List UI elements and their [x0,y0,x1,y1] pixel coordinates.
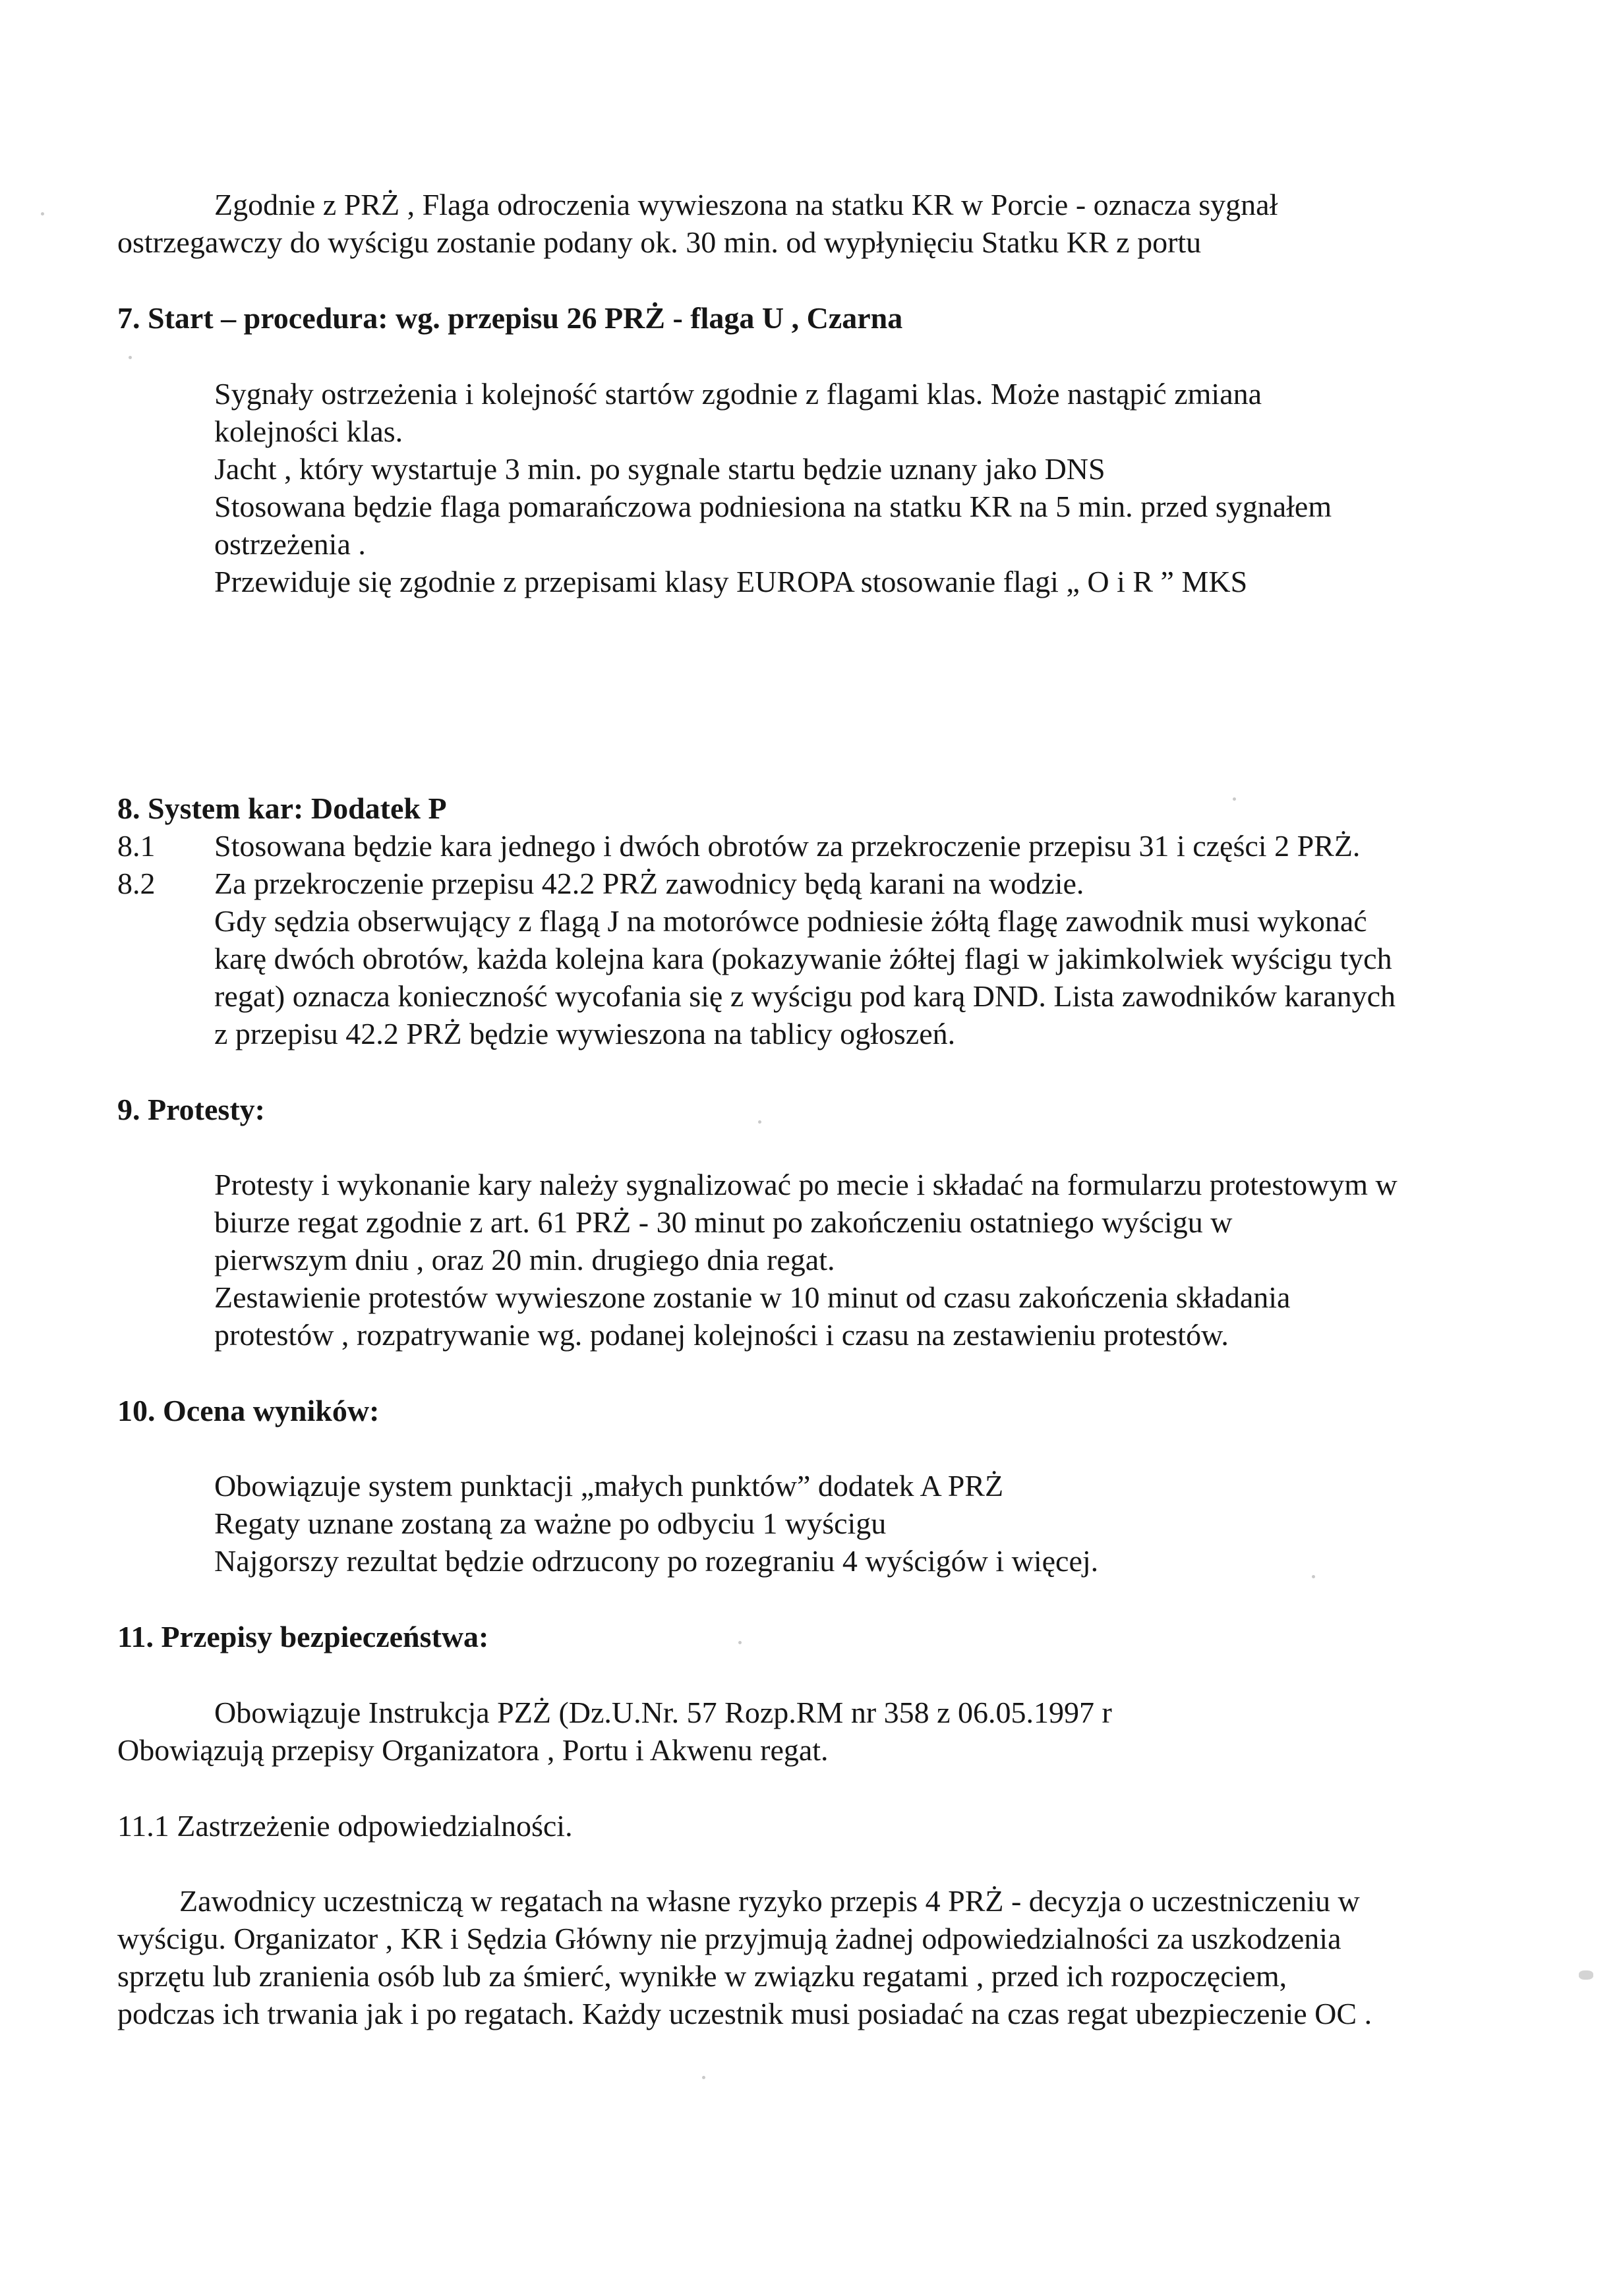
scan-speck [129,356,132,359]
liability-line: Zawodnicy uczestniczą w regatach na własne ryzyko przepis 4 PRŻ - decyzja o uczestniczeniu w [179,1884,1360,1918]
scan-speck [702,2076,705,2079]
section-7-line: Jacht , który wystartuje 3 min. po sygnale startu będzie uznany jako DNS [214,452,1105,486]
section-7-line: Sygnały ostrzeżenia i kolejność startów zgodnie z flagami klas. Może nastąpić zmiana [214,377,1262,411]
section-11-heading: 11. Przepisy bezpieczeństwa: [117,1620,489,1653]
section-9-line: biurze regat zgodnie z art. 61 PRŻ - 30 minut po zakończeniu ostatniego wyścigu w [214,1205,1233,1239]
section-8-line: Gdy sędzia obserwujący z flagą J na motorówce podniesie żółtą flagę zawodnik musi wykonać [214,904,1367,938]
section-9-line: pierwszym dniu , oraz 20 min. drugiego dnia regat. [214,1243,835,1277]
section-9-heading: 9. Protesty: [117,1093,265,1126]
section-8-line: karę dwóch obrotów, każda kolejna kara (pokazywanie żółtej flagi w jakimkolwiek wyścigu tych [214,942,1392,975]
section-7-heading: 7. Start – procedura: wg. przepisu 26 PRŻ - flaga U , Czarna [117,301,903,335]
scan-speck [738,1641,742,1644]
intro-line-1: Zgodnie z PRŻ , Flaga odroczenia wywieszona na statku KR w Porcie - oznacza sygnał [214,188,1278,221]
section-9-line: Protesty i wykonanie kary należy sygnalizować po mecie i składać na formularzu protestowym w [214,1168,1398,1201]
section-10-heading: 10. Ocena wyników: [117,1394,380,1427]
section-8-line: regat) oznacza konieczność wycofania się z wyścigu pod karą DND. Lista zawodników karanych [214,979,1396,1013]
liability-line: wyścigu. Organizator , KR i Sędzia Główny nie przyjmują żadnej odpowiedzialności za uszkodzenia [117,1922,1341,1955]
item-text-8-1: Stosowana będzie kara jednego i dwóch obrotów za przekroczenie przepisu 31 i części 2 PRŻ. [214,829,1361,863]
intro-line-2: ostrzegawczy do wyścigu zostanie podany ok. 30 min. od wypłynięciu Statku KR z portu [117,225,1202,259]
section-8-line: z przepisu 42.2 PRŻ będzie wywieszona na tablicy ogłoszeń. [214,1017,956,1050]
section-11-1-heading: 11.1 Zastrzeżenie odpowiedzialności. [117,1809,573,1843]
section-9-line: Zestawienie protestów wywieszone zostanie w 10 minut od czasu zakończenia składania [214,1280,1291,1314]
section-11-line-2: Obowiązują przepisy Organizatora , Portu i Akwenu regat. [117,1733,829,1767]
liability-line: sprzętu lub zranienia osób lub za śmierć, wynikłe w związku regatami , przed ich rozpoczęciem, [117,1959,1287,1993]
section-7-line: Przewiduje się zgodnie z przepisami klasy EUROPA stosowanie flagi „ O i R ” MKS [214,565,1248,598]
item-number-8-2: 8.2 [117,867,156,900]
scan-speck [758,1120,761,1124]
liability-line: podczas ich trwania jak i po regatach. Każdy uczestnik musi posiadać na czas regat ubezpieczenie OC . [117,1997,1372,2030]
scan-speck [1579,1970,1593,1980]
section-11-line-1: Obowiązuje Instrukcja PZŻ (Dz.U.Nr. 57 Rozp.RM nr 358 z 06.05.1997 r [214,1696,1112,1729]
scan-speck [41,212,44,215]
item-text-8-2: Za przekroczenie przepisu 42.2 PRŻ zawodnicy będą karani na wodzie. [214,867,1084,900]
section-9-line: protestów , rozpatrywanie wg. podanej kolejności i czasu na zestawieniu protestów. [214,1318,1229,1352]
section-10-line: Najgorszy rezultat będzie odrzucony po rozegraniu 4 wyścigów i więcej. [214,1544,1099,1578]
section-7-line: Stosowana będzie flaga pomarańczowa podniesiona na statku KR na 5 min. przed sygnałem [214,490,1332,523]
section-10-line: Regaty uznane zostaną za ważne po odbyciu 1 wyścigu [214,1507,887,1540]
section-7-line: kolejności klas. [214,415,403,448]
item-number-8-1: 8.1 [117,829,156,863]
section-10-line: Obowiązuje system punktacji „małych punktów” dodatek A PRŻ [214,1469,1004,1503]
section-8-heading: 8. System kar: Dodatek P [117,791,447,825]
section-7-line: ostrzeżenia . [214,527,366,561]
scan-speck [1233,797,1236,801]
scan-speck [1312,1575,1315,1578]
